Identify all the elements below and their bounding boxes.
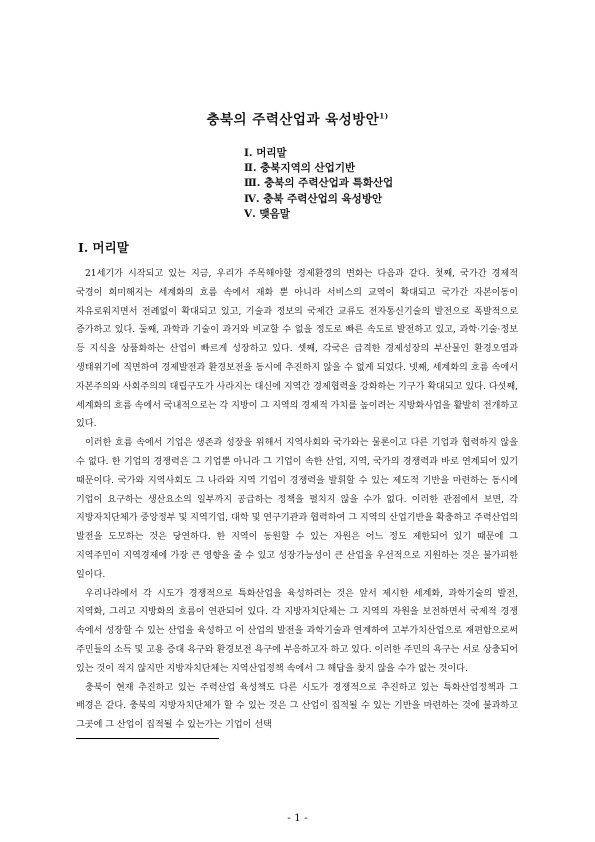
footnote-divider: [76, 738, 219, 739]
document-title: [0, 108, 595, 128]
toc-item: Ⅳ. 충북 주력산업의 육성방안: [244, 192, 383, 205]
title-footnote-mark: 1): [379, 111, 389, 121]
paragraph: 충북이 현재 추진하고 있는 주력산업 육성책도 다른 시도가 경쟁적으로 추진하고 있는 특화산업정책과 그 배경은 같다. 충북의 지방자치단체가 할 수 있는 것은 그 산업이 집적될 수 있는 기반을 마련하는 것에 불과하고 그곳에 그 산업이 집적될 수 있는가는 기업이 선택: [76, 682, 518, 731]
document-title-text: 충북의 주력산업과 육성방안: [206, 112, 380, 128]
paragraph: 이러한 흐름 속에서 기업은 생존과 성장을 위해서 지역사회와 국가와는 물론이고 다른 기업과 협력하지 않을 수 없다. 한 기업의 경쟁력은 그 기업뿐 아니라 그 기업이 속한 산업, 지역, 국가의 경쟁력과 바로 연계되어 있기 때문이다. 국가와 지역사회도 그 나라와 지역 기업이 경쟁력을 발휘할 수 있는 제도적 기반을 마련하는 동시에 기업이 요구하는 생산요소의 일부까지 공급하는 정책을 펼치지 않을 수가 없다. 이러한 관점에서 보면, 각 지방자치단체가 중앙정부 및 지역기업, 대학 및 연구기관과 협력하여 그 지역의 산업기반을 확충하고 주력산업의 발전을 도모하는 것은 당연하다. 한 지역이 동원할 수 있는 자원은 어느 정도 제한되어 있기 때문에 그 지역주민이 지역경제에 가장 큰 영향을 줄 수 있고 성장가능성이 큰 산업을 우선적으로 지원하는 것은 불가피한 일이다.: [76, 438, 518, 580]
toc-item: Ⅲ. 충북의 주력산업과 특화산업: [244, 177, 394, 190]
body-text: [76, 265, 518, 735]
section-heading: Ⅰ. 머리말: [78, 240, 129, 255]
toc-item: Ⅱ. 충북지역의 산업기반: [244, 162, 356, 175]
paragraph: 21세기가 시작되고 있는 지금, 우리가 주목해야할 경제환경의 변화는 다음과 같다. 첫째, 국가간 경제적 국경이 희미해지는 세계화의 흐름 속에서 재화 뿐 아니라 서비스의 교역이 확대되고 국가간 자본이동이 자유로워지면서 전례없이 확대되고 있고, 기술과 정보의 국제간 교류도 전자통신기술의 발전으로 폭발적으로 증가하고 있다. 둘째, 과학과 기술이 과거와 비교할 수 없을 정도로 빠른 속도로 발전하고 있고, 과학·기술·정보 등 지식을 상품화하는 산업이 빠르게 성장하고 있다. 셋째, 각국은 급격한 경제성장의 부산물인 환경오염과 생태위기에 직면하여 경제발전과 환경보전을 동시에 추진하지 않을 수 없게 되었다. 넷째, 세계화의 흐름 속에서 자본주의와 사회주의의 대립구도가 사라지는 대신에 지역간 경제협력을 강화하는 기구가 확대되고 있다. 다섯째, 세계화의 흐름 속에서 국내적으로는 각 지방이 그 지역의 경제적 가치를 높이려는 지방화사업을 활발히 전개하고 있다.: [76, 269, 518, 430]
table-of-contents: [244, 146, 393, 222]
page-number: - 1 -: [287, 812, 308, 824]
toc-item: Ⅴ. 맺음말: [244, 207, 290, 220]
toc-item: Ⅰ. 머리말: [244, 147, 287, 159]
paragraph: 우리나라에서 각 시도가 경쟁적으로 특화산업을 육성하려는 것은 앞서 제시한 세계화, 과학기술의 발전, 지역화, 그리고 지방화의 흐름이 연관되어 있다. 각 지방자치단체는 그 지역의 자원을 보전하면서 국제적 경쟁 속에서 성장할 수 있는 산업을 육성하고 이 산업의 발전을 과학기술과 연계하여 고부가치산업으로 재편함으로써 주민들의 소득 및 고용 증대 욕구와 환경보전 욕구에 부응하고자 하고 있다. 이러한 주민의 욕구는 서로 상충되어 있는 것이 적지 않지만 지방자치단체는 지역산업정책 속에서 그 해답을 찾지 않을 수가 없는 것이다.: [76, 588, 518, 674]
